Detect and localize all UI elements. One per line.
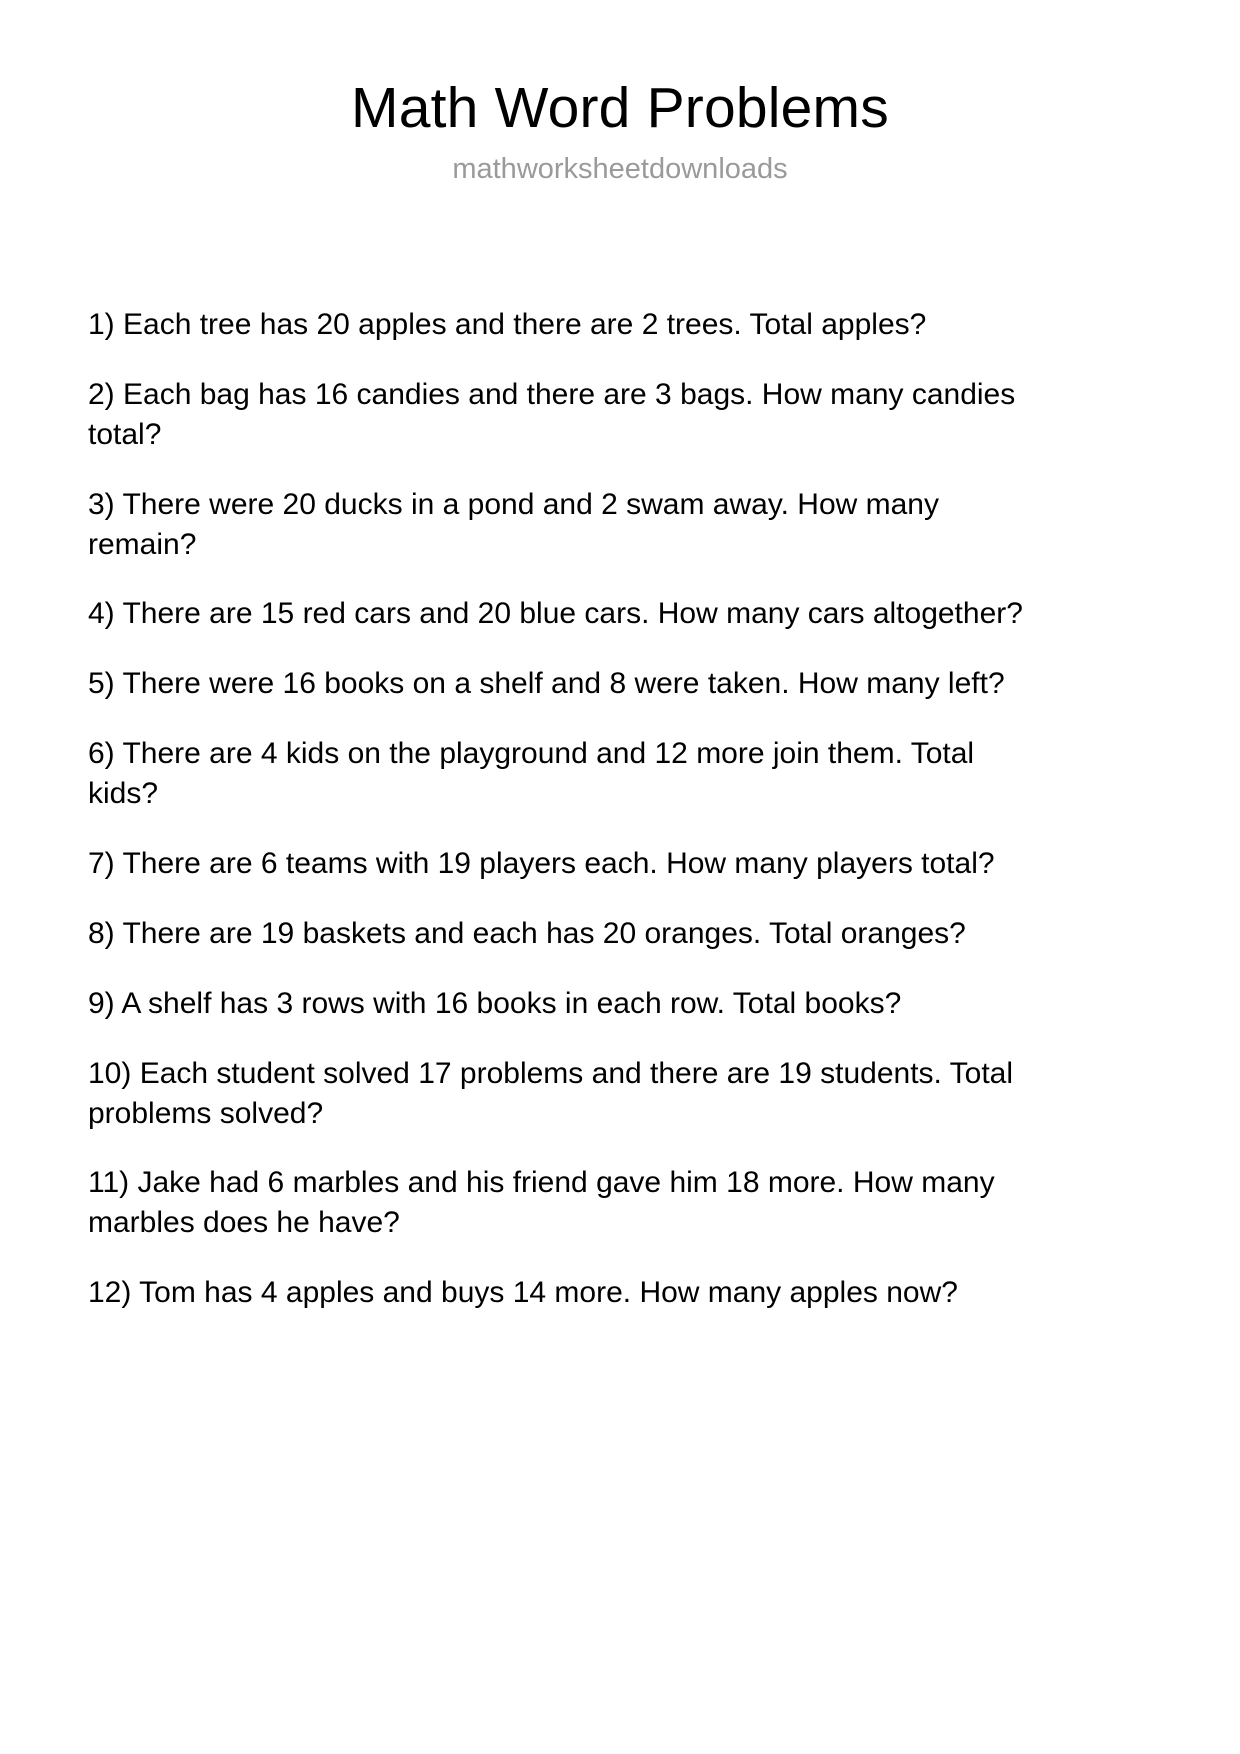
list-item: 7) There are 6 teams with 19 players each. How many players total? [88,847,995,881]
page-title: Math Word Problems [351,76,889,140]
problem-list [88,305,1028,1343]
list-item: 10) Each student solved 17 problems and there are 19 students. Total problems solved? [88,1056,1014,1130]
list-item: 3) There were 20 ducks in a pond and 2 swam away. How many remain? [88,487,939,561]
page-subtitle: mathworksheetdownloads [452,152,788,185]
list-item: 6) There are 4 kids on the playground and 12 more join them. Total kids? [88,737,975,811]
list-item: 1) Each tree has 20 apples and there are 2 trees. Total apples? [88,308,927,341]
worksheet-header [0,0,1240,185]
list-item: 4) There are 15 red cars and 20 blue cars. How many cars altogether? [88,597,1023,631]
list-item: 8) There are 19 baskets and each has 20 oranges. Total oranges? [88,916,966,950]
list-item: 11) Jake had 6 marbles and his friend gave him 18 more. How many marbles does he have? [88,1166,995,1240]
list-item: 2) Each bag has 16 candies and there are 3 bags. How many candies total? [88,377,1016,451]
list-item: 9) A shelf has 3 rows with 16 books in each row. Total books? [88,986,902,1020]
list-item: 5) There were 16 books on a shelf and 8 were taken. How many left? [88,667,1005,701]
list-item: 12) Tom has 4 apples and buys 14 more. How many apples now? [88,1276,958,1310]
